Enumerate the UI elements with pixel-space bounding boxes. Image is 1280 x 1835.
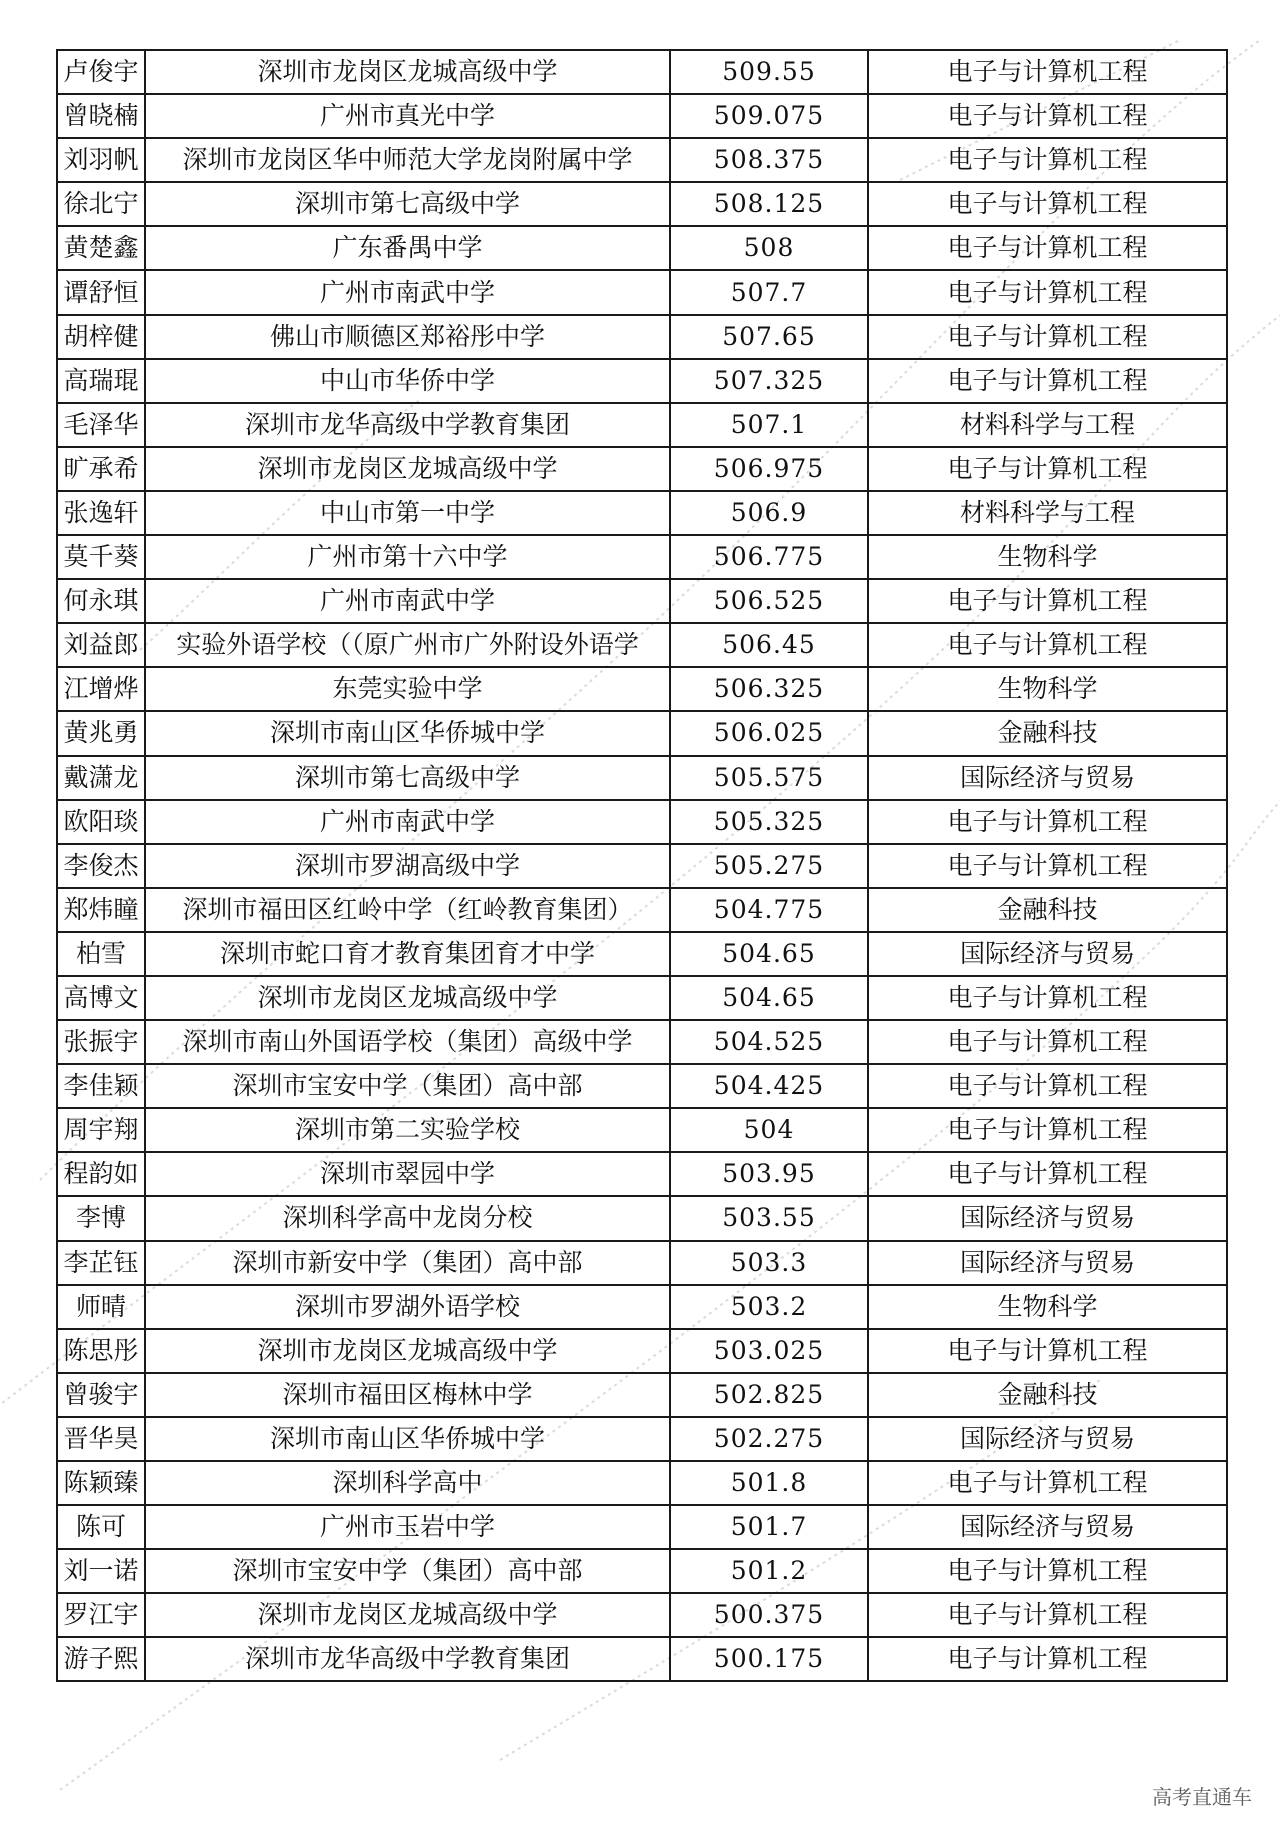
school-name-cell: 深圳市南山外国语学校（集团）高级中学 bbox=[145, 1020, 670, 1064]
school-name-cell: 广州市第十六中学 bbox=[145, 535, 670, 579]
score-cell: 507.325 bbox=[670, 359, 868, 403]
score-cell: 504.65 bbox=[670, 932, 868, 976]
major-cell: 生物科学 bbox=[868, 535, 1227, 579]
student-name-cell: 卢俊宇 bbox=[57, 50, 145, 94]
table-row bbox=[57, 315, 1227, 359]
score-cell: 506.525 bbox=[670, 579, 868, 623]
table-row bbox=[57, 447, 1227, 491]
table-row bbox=[57, 50, 1227, 94]
school-name-cell: 深圳市新安中学（集团）高中部 bbox=[145, 1241, 670, 1285]
major-cell: 国际经济与贸易 bbox=[868, 932, 1227, 976]
student-name-cell: 莫千葵 bbox=[57, 535, 145, 579]
score-cell: 501.8 bbox=[670, 1461, 868, 1505]
score-cell: 500.175 bbox=[670, 1637, 868, 1681]
table-row bbox=[57, 976, 1227, 1020]
student-name-cell: 刘一诺 bbox=[57, 1549, 145, 1593]
school-name-cell: 中山市第一中学 bbox=[145, 491, 670, 535]
student-name-cell: 高瑞琨 bbox=[57, 359, 145, 403]
score-cell: 502.825 bbox=[670, 1373, 868, 1417]
major-cell: 电子与计算机工程 bbox=[868, 1637, 1227, 1681]
student-name-cell: 程韵如 bbox=[57, 1152, 145, 1196]
student-name-cell: 罗江宇 bbox=[57, 1593, 145, 1637]
major-cell: 电子与计算机工程 bbox=[868, 1593, 1227, 1637]
score-cell: 504.525 bbox=[670, 1020, 868, 1064]
table-row bbox=[57, 711, 1227, 755]
major-cell: 国际经济与贸易 bbox=[868, 1241, 1227, 1285]
school-name-cell: 深圳市翠园中学 bbox=[145, 1152, 670, 1196]
major-cell: 金融科技 bbox=[868, 888, 1227, 932]
score-cell: 504.775 bbox=[670, 888, 868, 932]
score-cell: 503.3 bbox=[670, 1241, 868, 1285]
school-name-cell: 深圳市龙华高级中学教育集团 bbox=[145, 1637, 670, 1681]
student-name-cell: 李俊杰 bbox=[57, 844, 145, 888]
school-name-cell: 深圳市罗湖外语学校 bbox=[145, 1285, 670, 1329]
score-cell: 500.375 bbox=[670, 1593, 868, 1637]
table-row bbox=[57, 800, 1227, 844]
major-cell: 电子与计算机工程 bbox=[868, 1064, 1227, 1108]
major-cell: 国际经济与贸易 bbox=[868, 756, 1227, 800]
major-cell: 电子与计算机工程 bbox=[868, 976, 1227, 1020]
major-cell: 国际经济与贸易 bbox=[868, 1196, 1227, 1240]
school-name-cell: 深圳市龙岗区龙城高级中学 bbox=[145, 1593, 670, 1637]
major-cell: 电子与计算机工程 bbox=[868, 270, 1227, 314]
table-row bbox=[57, 1505, 1227, 1549]
score-cell: 506.325 bbox=[670, 667, 868, 711]
major-cell: 材料科学与工程 bbox=[868, 403, 1227, 447]
major-cell: 电子与计算机工程 bbox=[868, 359, 1227, 403]
school-name-cell: 深圳市龙华高级中学教育集团 bbox=[145, 403, 670, 447]
score-cell: 505.275 bbox=[670, 844, 868, 888]
school-name-cell: 深圳科学高中龙岗分校 bbox=[145, 1196, 670, 1240]
student-name-cell: 柏雪 bbox=[57, 932, 145, 976]
score-cell: 508.375 bbox=[670, 138, 868, 182]
table-row bbox=[57, 1285, 1227, 1329]
school-name-cell: 广州市南武中学 bbox=[145, 579, 670, 623]
student-name-cell: 郑炜瞳 bbox=[57, 888, 145, 932]
score-cell: 506.775 bbox=[670, 535, 868, 579]
school-name-cell: 深圳市罗湖高级中学 bbox=[145, 844, 670, 888]
table-row bbox=[57, 1549, 1227, 1593]
student-name-cell: 张振宇 bbox=[57, 1020, 145, 1064]
major-cell: 生物科学 bbox=[868, 1285, 1227, 1329]
score-cell: 501.2 bbox=[670, 1549, 868, 1593]
score-cell: 503.95 bbox=[670, 1152, 868, 1196]
student-name-cell: 胡梓健 bbox=[57, 315, 145, 359]
student-name-cell: 黄楚鑫 bbox=[57, 226, 145, 270]
student-name-cell: 周宇翔 bbox=[57, 1108, 145, 1152]
score-cell: 507.7 bbox=[670, 270, 868, 314]
school-name-cell: 广州市南武中学 bbox=[145, 800, 670, 844]
student-name-cell: 刘益郎 bbox=[57, 623, 145, 667]
score-cell: 503.2 bbox=[670, 1285, 868, 1329]
school-name-cell: 深圳市蛇口育才教育集团育才中学 bbox=[145, 932, 670, 976]
major-cell: 电子与计算机工程 bbox=[868, 1461, 1227, 1505]
table-row bbox=[57, 1064, 1227, 1108]
school-name-cell: 东莞实验中学 bbox=[145, 667, 670, 711]
score-cell: 504.425 bbox=[670, 1064, 868, 1108]
school-name-cell: 深圳市宝安中学（集团）高中部 bbox=[145, 1549, 670, 1593]
school-name-cell: 深圳市龙岗区龙城高级中学 bbox=[145, 447, 670, 491]
major-cell: 电子与计算机工程 bbox=[868, 800, 1227, 844]
table-body bbox=[57, 50, 1227, 1681]
major-cell: 电子与计算机工程 bbox=[868, 623, 1227, 667]
student-name-cell: 旷承希 bbox=[57, 447, 145, 491]
major-cell: 材料科学与工程 bbox=[868, 491, 1227, 535]
school-name-cell: 广州市真光中学 bbox=[145, 94, 670, 138]
table-row bbox=[57, 491, 1227, 535]
student-name-cell: 师晴 bbox=[57, 1285, 145, 1329]
student-name-cell: 黄兆勇 bbox=[57, 711, 145, 755]
school-name-cell: 深圳市福田区梅林中学 bbox=[145, 1373, 670, 1417]
score-cell: 504.65 bbox=[670, 976, 868, 1020]
student-name-cell: 游子熙 bbox=[57, 1637, 145, 1681]
major-cell: 电子与计算机工程 bbox=[868, 182, 1227, 226]
student-name-cell: 刘羽帆 bbox=[57, 138, 145, 182]
table-row bbox=[57, 535, 1227, 579]
table-row bbox=[57, 1108, 1227, 1152]
major-cell: 电子与计算机工程 bbox=[868, 1108, 1227, 1152]
table-row bbox=[57, 623, 1227, 667]
school-name-cell: 深圳市第七高级中学 bbox=[145, 182, 670, 226]
table-row bbox=[57, 1373, 1227, 1417]
table-row bbox=[57, 1196, 1227, 1240]
major-cell: 电子与计算机工程 bbox=[868, 138, 1227, 182]
score-cell: 506.9 bbox=[670, 491, 868, 535]
major-cell: 电子与计算机工程 bbox=[868, 447, 1227, 491]
student-name-cell: 陈可 bbox=[57, 1505, 145, 1549]
table-row bbox=[57, 359, 1227, 403]
major-cell: 生物科学 bbox=[868, 667, 1227, 711]
score-cell: 507.1 bbox=[670, 403, 868, 447]
student-name-cell: 毛泽华 bbox=[57, 403, 145, 447]
table-row bbox=[57, 579, 1227, 623]
score-cell: 503.55 bbox=[670, 1196, 868, 1240]
table-row bbox=[57, 1152, 1227, 1196]
score-cell: 508.125 bbox=[670, 182, 868, 226]
school-name-cell: 广州市南武中学 bbox=[145, 270, 670, 314]
school-name-cell: 深圳市第七高级中学 bbox=[145, 756, 670, 800]
score-cell: 505.575 bbox=[670, 756, 868, 800]
table-row bbox=[57, 1461, 1227, 1505]
table-row bbox=[57, 270, 1227, 314]
student-name-cell: 张逸轩 bbox=[57, 491, 145, 535]
admission-score-table bbox=[56, 49, 1228, 1682]
school-name-cell: 实验外语学校（（原广州市广外附设外语学 bbox=[145, 623, 670, 667]
student-name-cell: 何永琪 bbox=[57, 579, 145, 623]
table-row bbox=[57, 1593, 1227, 1637]
student-name-cell: 陈颖臻 bbox=[57, 1461, 145, 1505]
major-cell: 电子与计算机工程 bbox=[868, 844, 1227, 888]
score-cell: 506.975 bbox=[670, 447, 868, 491]
school-name-cell: 广东番禺中学 bbox=[145, 226, 670, 270]
major-cell: 电子与计算机工程 bbox=[868, 94, 1227, 138]
student-name-cell: 曾晓楠 bbox=[57, 94, 145, 138]
student-name-cell: 晋华昊 bbox=[57, 1417, 145, 1461]
school-name-cell: 深圳市南山区华侨城中学 bbox=[145, 1417, 670, 1461]
score-cell: 507.65 bbox=[670, 315, 868, 359]
major-cell: 国际经济与贸易 bbox=[868, 1417, 1227, 1461]
score-cell: 506.45 bbox=[670, 623, 868, 667]
student-name-cell: 徐北宁 bbox=[57, 182, 145, 226]
table-row bbox=[57, 756, 1227, 800]
school-name-cell: 深圳市福田区红岭中学（红岭教育集团） bbox=[145, 888, 670, 932]
score-cell: 509.55 bbox=[670, 50, 868, 94]
score-cell: 508 bbox=[670, 226, 868, 270]
student-name-cell: 戴潇龙 bbox=[57, 756, 145, 800]
school-name-cell: 中山市华侨中学 bbox=[145, 359, 670, 403]
student-name-cell: 江增烨 bbox=[57, 667, 145, 711]
school-name-cell: 深圳科学高中 bbox=[145, 1461, 670, 1505]
student-name-cell: 谭舒恒 bbox=[57, 270, 145, 314]
student-name-cell: 曾骏宇 bbox=[57, 1373, 145, 1417]
score-cell: 503.025 bbox=[670, 1329, 868, 1373]
student-name-cell: 陈思彤 bbox=[57, 1329, 145, 1373]
major-cell: 金融科技 bbox=[868, 711, 1227, 755]
score-cell: 504 bbox=[670, 1108, 868, 1152]
school-name-cell: 深圳市龙岗区龙城高级中学 bbox=[145, 976, 670, 1020]
major-cell: 电子与计算机工程 bbox=[868, 1020, 1227, 1064]
school-name-cell: 深圳市龙岗区龙城高级中学 bbox=[145, 50, 670, 94]
major-cell: 电子与计算机工程 bbox=[868, 1329, 1227, 1373]
table-row bbox=[57, 138, 1227, 182]
student-name-cell: 高博文 bbox=[57, 976, 145, 1020]
major-cell: 国际经济与贸易 bbox=[868, 1505, 1227, 1549]
school-name-cell: 深圳市南山区华侨城中学 bbox=[145, 711, 670, 755]
major-cell: 电子与计算机工程 bbox=[868, 1549, 1227, 1593]
table-row bbox=[57, 667, 1227, 711]
score-cell: 505.325 bbox=[670, 800, 868, 844]
footer-brand: 高考直通车 bbox=[1152, 1785, 1252, 1809]
major-cell: 电子与计算机工程 bbox=[868, 1152, 1227, 1196]
table-row bbox=[57, 1020, 1227, 1064]
major-cell: 电子与计算机工程 bbox=[868, 50, 1227, 94]
school-name-cell: 广州市玉岩中学 bbox=[145, 1505, 670, 1549]
table-row bbox=[57, 94, 1227, 138]
table-row bbox=[57, 1241, 1227, 1285]
student-name-cell: 李佳颖 bbox=[57, 1064, 145, 1108]
table-row bbox=[57, 226, 1227, 270]
table-row bbox=[57, 844, 1227, 888]
table-row bbox=[57, 182, 1227, 226]
table-row bbox=[57, 932, 1227, 976]
table-row bbox=[57, 888, 1227, 932]
student-name-cell: 欧阳琰 bbox=[57, 800, 145, 844]
school-name-cell: 深圳市宝安中学（集团）高中部 bbox=[145, 1064, 670, 1108]
table-row bbox=[57, 1329, 1227, 1373]
school-name-cell: 深圳市龙岗区华中师范大学龙岗附属中学 bbox=[145, 138, 670, 182]
score-cell: 506.025 bbox=[670, 711, 868, 755]
score-cell: 509.075 bbox=[670, 94, 868, 138]
table-row bbox=[57, 403, 1227, 447]
score-cell: 502.275 bbox=[670, 1417, 868, 1461]
score-table-container bbox=[56, 49, 1218, 1682]
score-cell: 501.7 bbox=[670, 1505, 868, 1549]
school-name-cell: 深圳市第二实验学校 bbox=[145, 1108, 670, 1152]
major-cell: 电子与计算机工程 bbox=[868, 226, 1227, 270]
major-cell: 电子与计算机工程 bbox=[868, 579, 1227, 623]
student-name-cell: 李博 bbox=[57, 1196, 145, 1240]
major-cell: 金融科技 bbox=[868, 1373, 1227, 1417]
table-row bbox=[57, 1637, 1227, 1681]
school-name-cell: 深圳市龙岗区龙城高级中学 bbox=[145, 1329, 670, 1373]
major-cell: 电子与计算机工程 bbox=[868, 315, 1227, 359]
table-row bbox=[57, 1417, 1227, 1461]
school-name-cell: 佛山市顺德区郑裕彤中学 bbox=[145, 315, 670, 359]
student-name-cell: 李芷钰 bbox=[57, 1241, 145, 1285]
